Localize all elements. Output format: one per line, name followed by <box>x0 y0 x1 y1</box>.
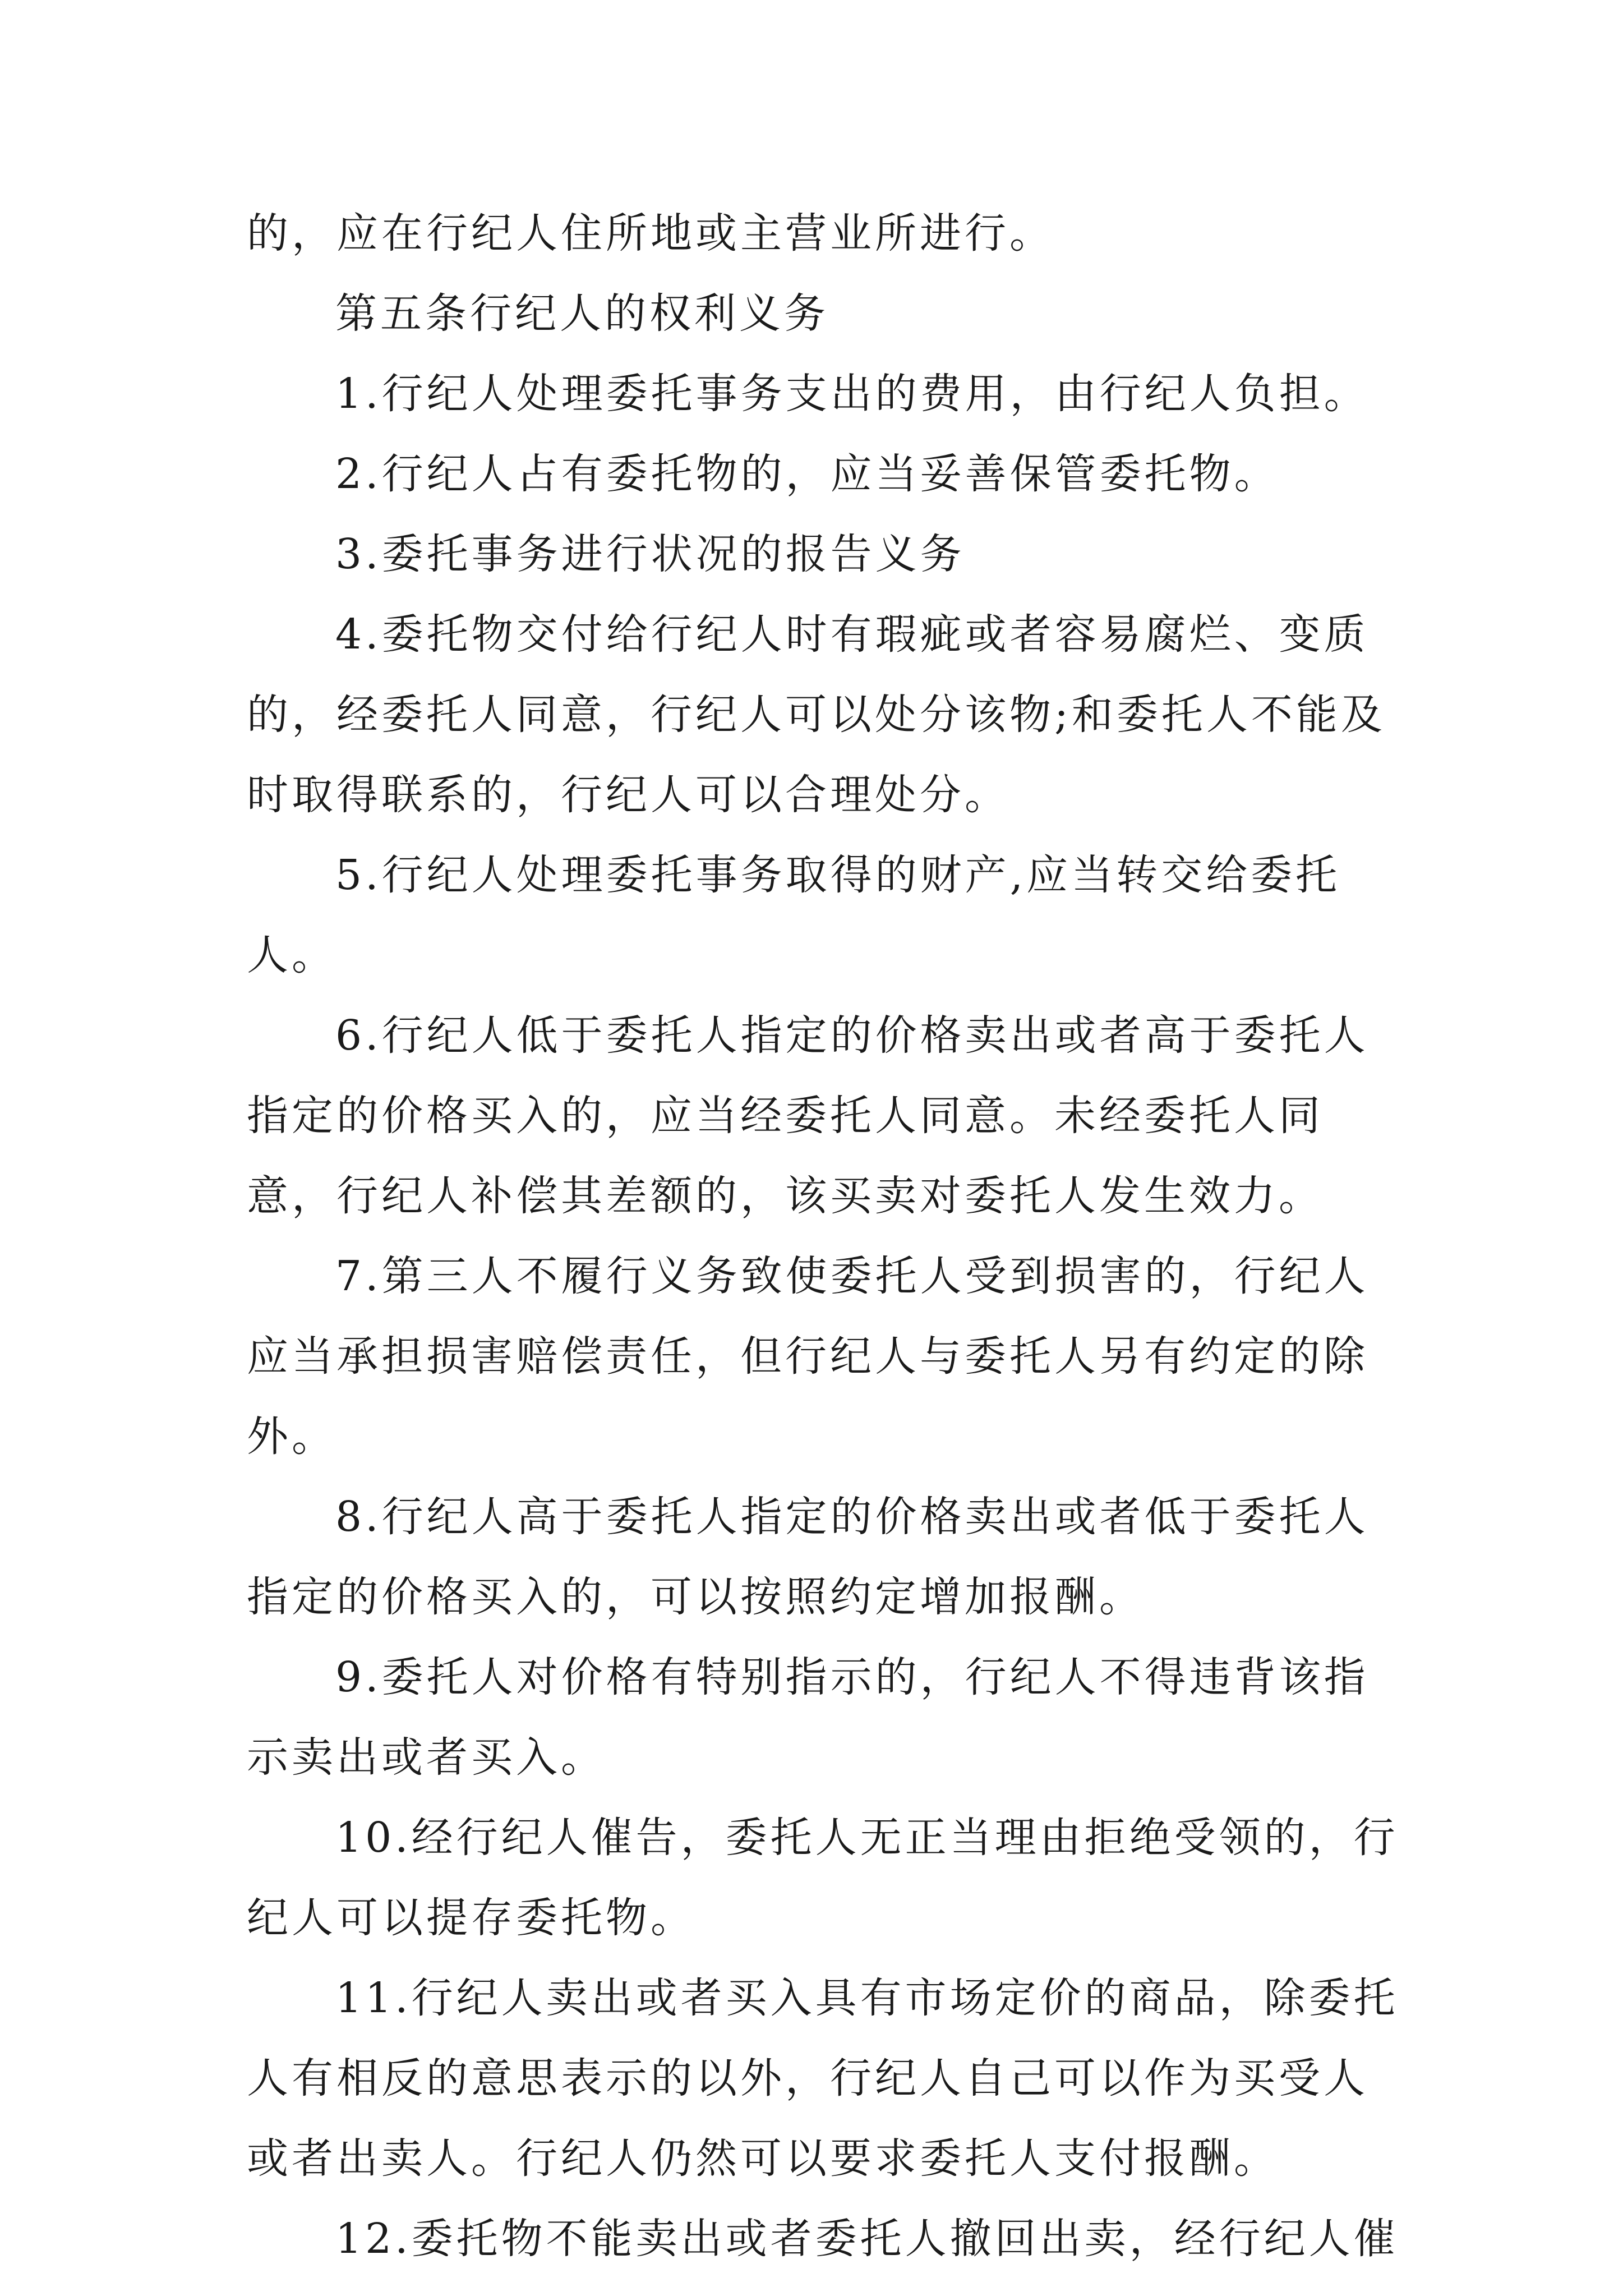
document-body <box>247 194 1402 2279</box>
paragraph-item-4: 4.委托物交付给行纪人时有瑕疵或者容易腐烂、变质的，经委托人同意，行纪人可以处分该物;和委托人不能及时取得联系的，行纪人可以合理处分。 <box>247 610 1386 819</box>
paragraph-item-3: 3.委托事务进行状况的报告义务 <box>335 530 965 578</box>
paragraph-item-11: 11.行纪人卖出或者买入具有市场定价的商品，除委托人有相反的意思表示的以外，行纪人自己可以作为买受人或者出卖人。行纪人仍然可以要求委托人支付报酬。 <box>247 1974 1399 2183</box>
paragraph-item-6: 6.行纪人低于委托人指定的价格卖出或者高于委托人指定的价格买入的，应当经委托人同意。未经委托人同意，行纪人补偿其差额的，该买卖对委托人发生效力。 <box>247 1011 1369 1220</box>
paragraph-item-12: 12.委托物不能卖出或者委托人撤回出卖，经行纪人催 <box>335 2215 1399 2263</box>
paragraph-item-9: 9.委托人对价格有特别指示的，行纪人不得违背该指示卖出或者买入。 <box>247 1653 1369 1782</box>
paragraph-item-2: 2.行纪人占有委托物的，应当妥善保管委托物。 <box>335 450 1279 498</box>
paragraph-item-7: 7.第三人不履行义务致使委托人受到损害的，行纪人应当承担损害赔偿责任，但行纪人与委托人另有约定的除外。 <box>247 1252 1369 1461</box>
paragraph-item-10: 10.经行纪人催告，委托人无正当理由拒绝受领的，行纪人可以提存委托物。 <box>247 1814 1399 1942</box>
paragraph-continuation: 的，应在行纪人住所地或主营业所进行。 <box>247 209 1054 257</box>
article-heading: 第五条行纪人的权利义务 <box>335 289 829 338</box>
paragraph-item-1: 1.行纪人处理委托事务支出的费用，由行纪人负担。 <box>335 370 1369 418</box>
paragraph-item-8: 8.行纪人高于委托人指定的价格卖出或者低于委托人指定的价格买入的，可以按照约定增加报酬。 <box>247 1493 1369 1621</box>
paragraph-item-5: 5.行纪人处理委托事务取得的财产,应当转交给委托人。 <box>247 851 1341 979</box>
